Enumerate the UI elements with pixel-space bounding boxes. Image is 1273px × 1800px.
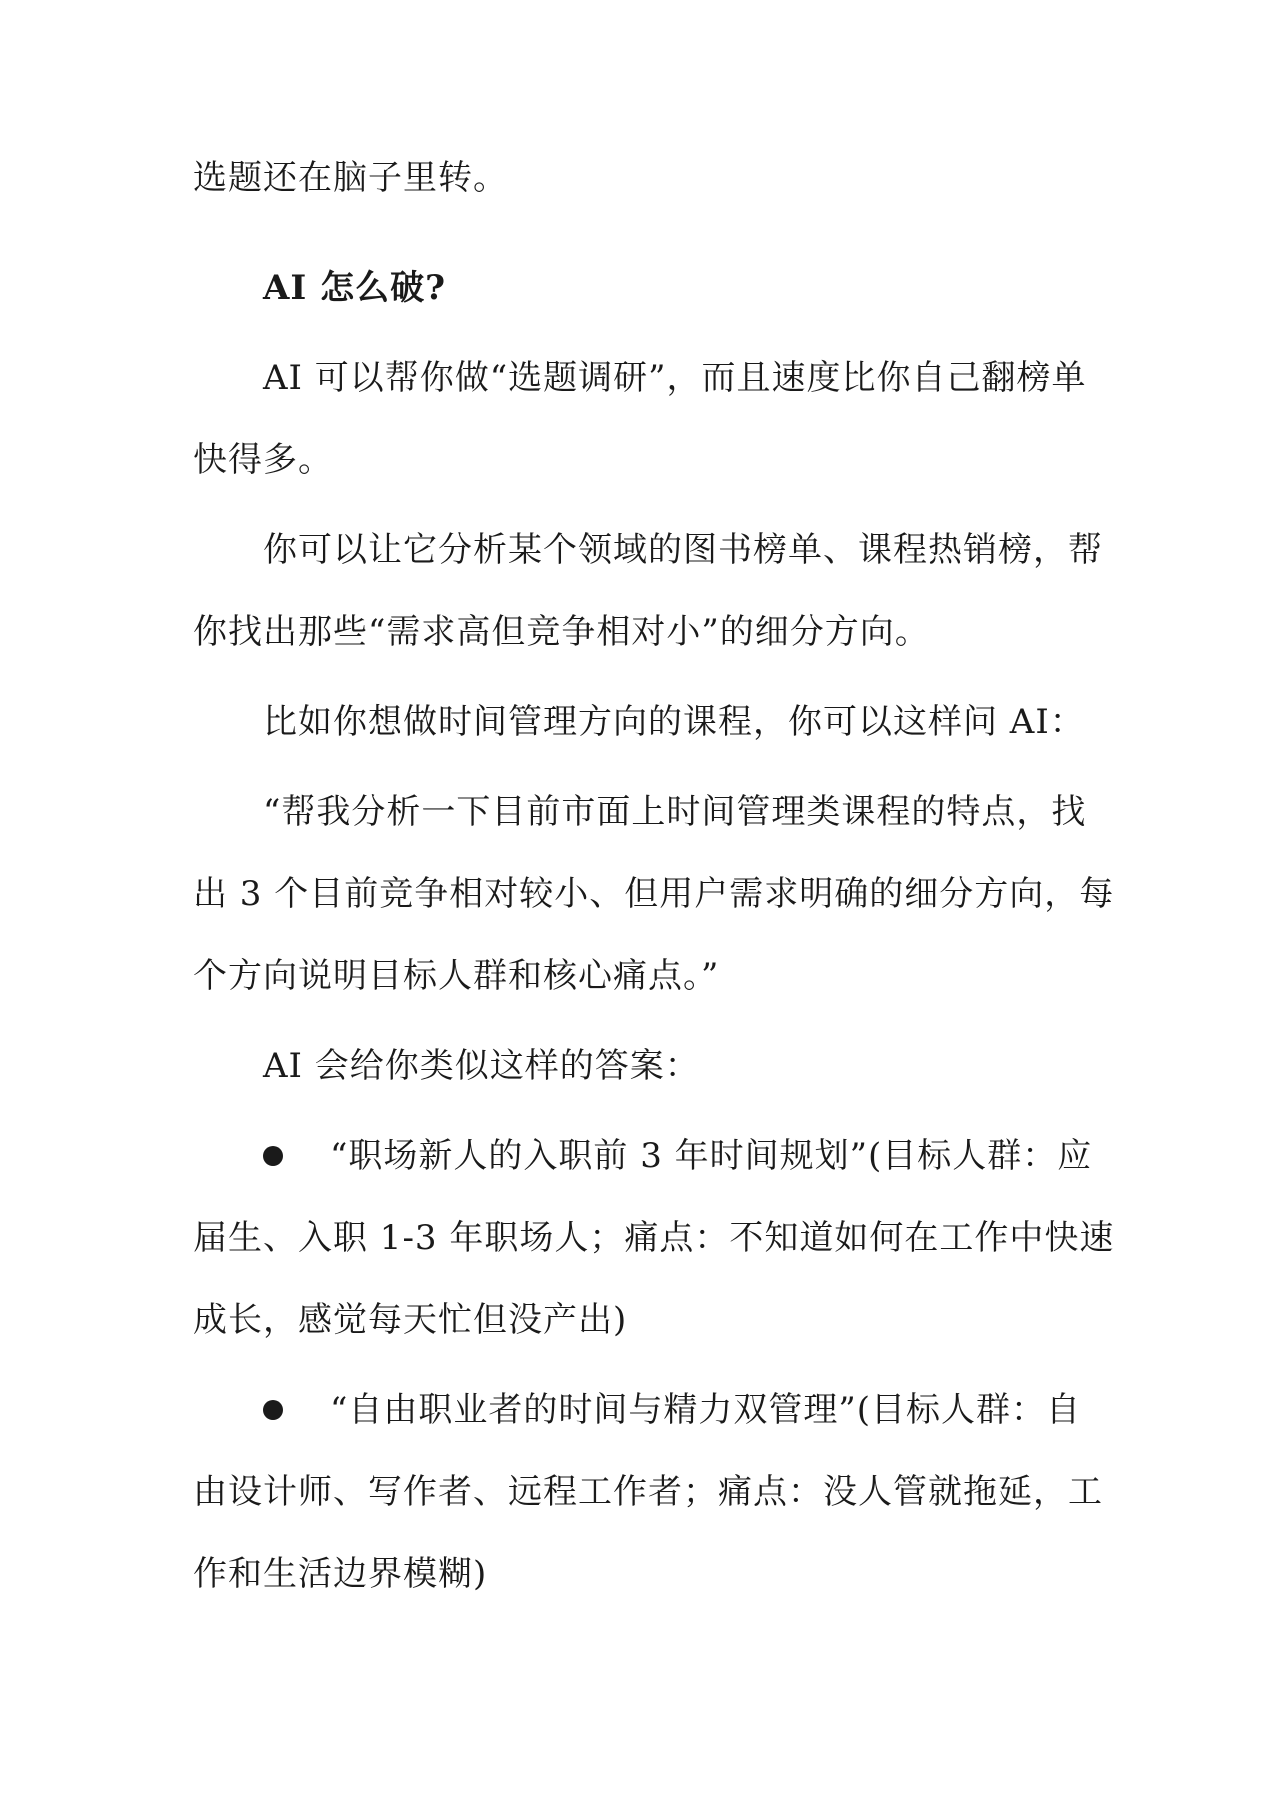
list-item-line: “职场新人的入职前 3 年时间规划”(目标人群：应 (330, 1136, 1093, 1176)
paragraph-line: AI 可以帮你做“选题调研”，而且速度比你自己翻榜单 (263, 358, 1087, 398)
section-heading: AI 怎么破? (263, 268, 447, 308)
paragraph-line: AI 会给你类似这样的答案： (263, 1046, 700, 1086)
bullet-icon (263, 1146, 283, 1166)
paragraph-line: 你找出那些“需求高但竞争相对小”的细分方向。 (193, 612, 930, 652)
list-item-line: “自由职业者的时间与精力双管理”(目标人群：自 (330, 1390, 1082, 1430)
list-item-line: 作和生活边界模糊) (193, 1554, 488, 1594)
paragraph-line: 你可以让它分析某个领域的图书榜单、课程热销榜，帮 (263, 530, 1103, 570)
list-item-line: 成长，感觉每天忙但没产出) (193, 1300, 628, 1340)
paragraph-line: 比如你想做时间管理方向的课程，你可以这样问 AI： (263, 702, 1085, 742)
quote-line: 出 3 个目前竞争相对较小、但用户需求明确的细分方向，每 (193, 874, 1115, 914)
list-item-line: 由设计师、写作者、远程工作者；痛点：没人管就拖延，工 (193, 1472, 1103, 1512)
bullet-icon (263, 1400, 283, 1420)
quote-line: “帮我分析一下目前市面上时间管理类课程的特点，找 (263, 792, 1087, 832)
paragraph-line: 选题还在脑子里转。 (193, 158, 508, 198)
list-item-line: 届生、入职 1-3 年职场人；痛点：不知道如何在工作中快速 (193, 1218, 1115, 1258)
quote-line: 个方向说明目标人群和核心痛点。” (193, 956, 720, 996)
paragraph-line: 快得多。 (193, 440, 333, 480)
